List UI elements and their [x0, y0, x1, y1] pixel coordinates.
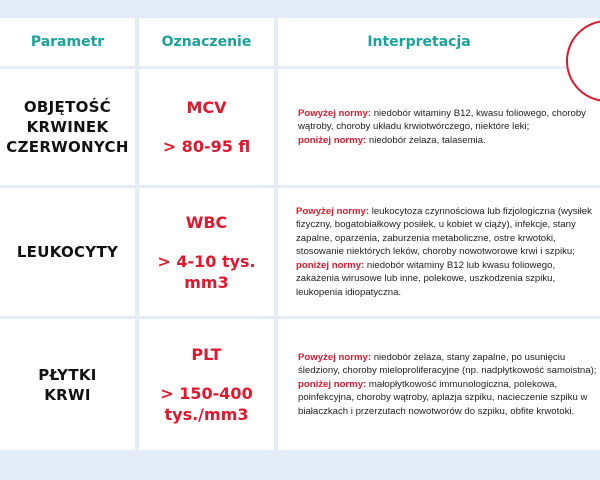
param-line: CZERWONYCH [6, 138, 129, 156]
range-line: mm3 [184, 272, 229, 292]
row-plt-param [0, 319, 135, 450]
below-norm-label: poniżej normy: [298, 378, 367, 390]
range-line: > 80-95 fl [162, 137, 251, 156]
row-wbc-symbol [139, 188, 274, 316]
below-norm-text: niedobór żelaza, talasemia. [366, 134, 486, 146]
param-line: PŁYTKI [38, 365, 97, 384]
header-parametr-label: Parametr [30, 34, 105, 50]
symbol-label: PLT [191, 345, 222, 364]
param-line: KRWI [44, 385, 91, 404]
header-oznaczenie-label: Oznaczenie [161, 34, 252, 50]
below-norm-label: poniżej normy: [296, 259, 365, 271]
above-norm-text: niedobór żelaza, stany zapalne, po usunięciu śledziony, choroby mieloproliferacyjne (np. nadpłytkowość samoistna); [298, 351, 597, 377]
row-wbc-interpretation [278, 188, 600, 316]
below-norm-text: małopłytkowość immunologiczna, polekowa, poinfekcyjna, choroby wątroby, aplazja szpiku, nacieczenie szpiku w białaczkach i przerzutach nowotworów do szpiku, obfite krwotoki. [298, 378, 588, 417]
header-parametr [0, 18, 135, 66]
param-line: LEUKOCYTY [16, 243, 119, 261]
header-oznaczenie [139, 18, 274, 66]
row-wbc-param [0, 188, 135, 316]
symbol-label: WBC [185, 212, 228, 232]
row-plt-symbol [139, 319, 274, 450]
range-line: tys./mm3 [164, 405, 249, 424]
range-line: > 150-400 [160, 384, 253, 403]
header-interpretacja-label: Interpretacja [367, 34, 471, 50]
range-line: > 4-10 tys. [157, 251, 256, 271]
row-mcv-symbol [139, 69, 274, 185]
below-norm-text: niedobór witaminy B12 lub kwasu foliowego, zakażenia wirusowe lub inne, polekowe, uszkodzenia szpiku, leukopenia idiopatyczna. [296, 259, 556, 298]
above-norm-label: Powyżej normy: [298, 107, 372, 119]
row-mcv-param [0, 69, 135, 185]
row-plt-interpretation [278, 319, 600, 450]
above-norm-label: Powyżej normy: [298, 351, 372, 363]
param-line: OBJĘTOŚĆ [23, 98, 112, 116]
above-norm-label: Powyżej normy: [296, 206, 370, 218]
param-line: KRWINEK [26, 118, 109, 136]
row-mcv-interpretation [278, 69, 600, 185]
above-norm-text: niedobór witaminy B12, kwasu foliowego, choroby wątroby, choroby układu krwiotwórczego, niektóre leki; [298, 107, 586, 133]
below-norm-label: poniżej normy: [298, 134, 367, 146]
header-interpretacja [278, 18, 600, 66]
symbol-label: MCV [186, 98, 227, 117]
above-norm-text: leukocytoza czynnościowa lub fizjologiczna (wysiłek fizyczny, bogatobiałkowy posiłek, u kobiet w ciąży), infekcje, stany zapalne, oparzenia, zaburzenia metaboliczne, ostre krwotoki, stosowanie niektórych leków, choroby nowotworowe krwi i szpiku; [296, 206, 592, 258]
